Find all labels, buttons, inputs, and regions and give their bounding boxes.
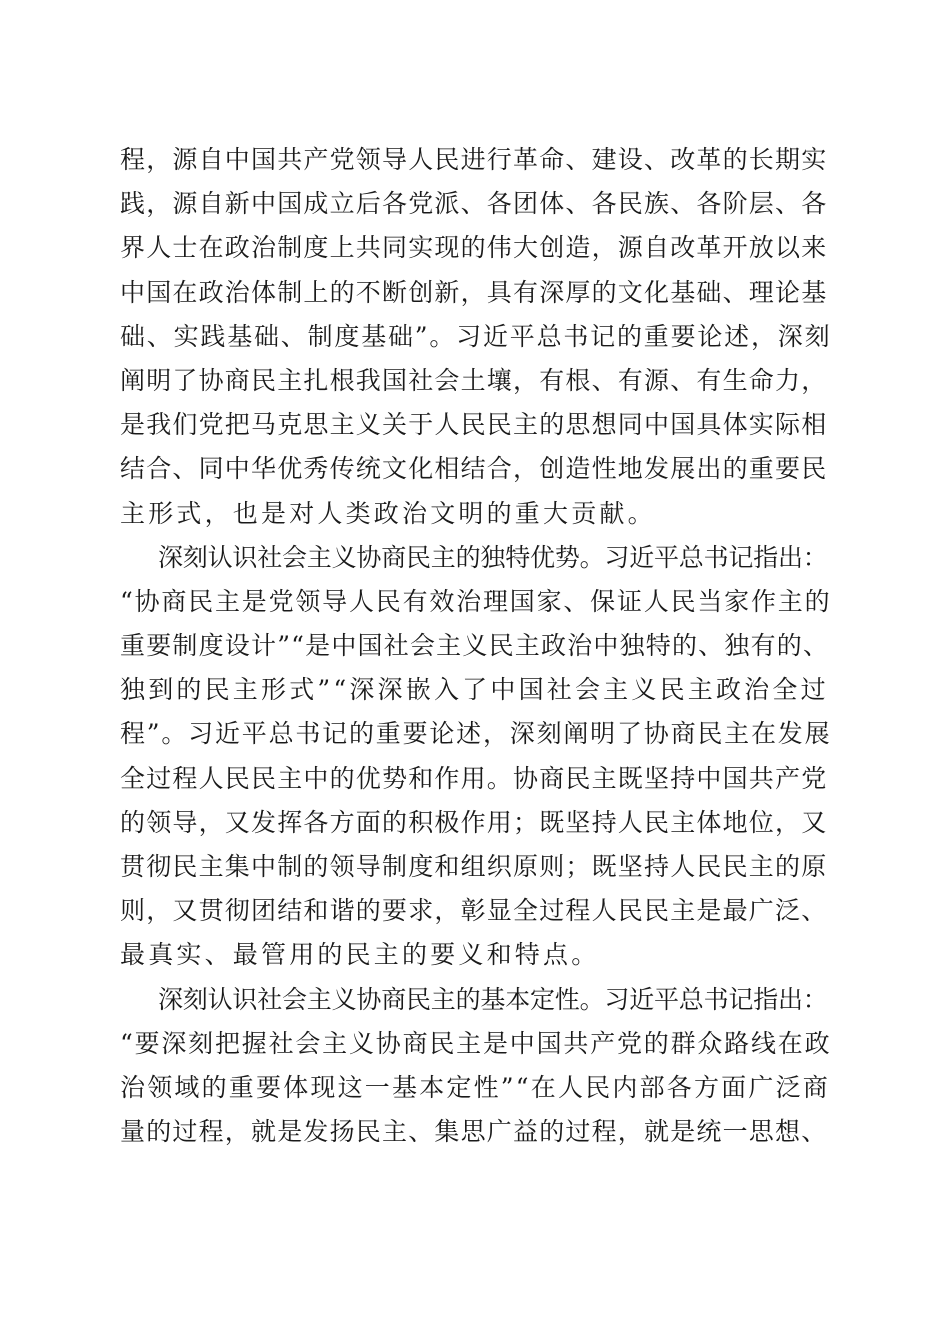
text-line: 是我们党把马克思主义关于人民民主的思想同中国具体实际相 [120, 410, 828, 440]
text-line: 则，又贯彻团结和谐的要求，彰显全过程人民民主是最广泛、 [120, 896, 828, 926]
text-line: 最真实、最管用的民主的要义和特点。 [120, 940, 600, 970]
text-line: 重要制度设计”“是中国社会主义民主政治中独特的、独有的、 [120, 631, 830, 661]
text-line: 主形式，也是对人类政治文明的重大贡献。 [120, 498, 656, 528]
text-line: 程”。习近平总书记的重要论述，深刻阐明了协商民主在发展 [120, 719, 832, 749]
text-line: “要深刻把握社会主义协商民主是中国共产党的群众路线在政 [120, 1028, 832, 1058]
text-line: 程，源自中国共产党领导人民进行革命、建设、改革的长期实 [120, 145, 828, 174]
text-line: “协商民主是党领导人民有效治理国家、保证人民当家作主的 [120, 586, 832, 616]
text-line: 量的过程，就是发扬民主、集思广益的过程，就是统一思想、 [120, 1117, 828, 1147]
text-line: 全过程人民民主中的优势和作用。协商民主既坚持中国共产党 [120, 763, 828, 793]
paragraph-start-line: 深刻认识社会主义协商民主的独特优势。习近平总书记指出： [158, 542, 828, 572]
text-line: 界人士在政治制度上共同实现的伟大创造，源自改革开放以来 [120, 233, 828, 263]
text-line: 治领域的重要体现这一基本定性”“在人民内部各方面广泛商 [120, 1072, 830, 1102]
paragraph-start-line: 深刻认识社会主义协商民主的基本定性。习近平总书记指出： [158, 984, 828, 1014]
body-text [120, 138, 832, 1154]
text-line: 结合、同中华优秀传统文化相结合，创造性地发展出的重要民 [120, 454, 828, 484]
text-line: 践，源自新中国成立后各党派、各团体、各民族、各阶层、各 [120, 189, 828, 219]
text-line: 独到的民主形式”“深深嵌入了中国社会主义民主政治全过 [120, 675, 829, 705]
text-line: 贯彻民主集中制的领导制度和组织原则；既坚持人民民主的原 [120, 852, 828, 881]
text-line: 中国在政治体制上的不断创新，具有深厚的文化基础、理论基 [120, 277, 828, 307]
text-line: 阐明了协商民主扎根我国社会土壤，有根、有源、有生命力， [120, 365, 828, 395]
text-line: 的领导，又发挥各方面的积极作用；既坚持人民主体地位，又 [120, 807, 828, 837]
text-line: 础、实践基础、制度基础”。习近平总书记的重要论述，深刻 [120, 321, 832, 351]
